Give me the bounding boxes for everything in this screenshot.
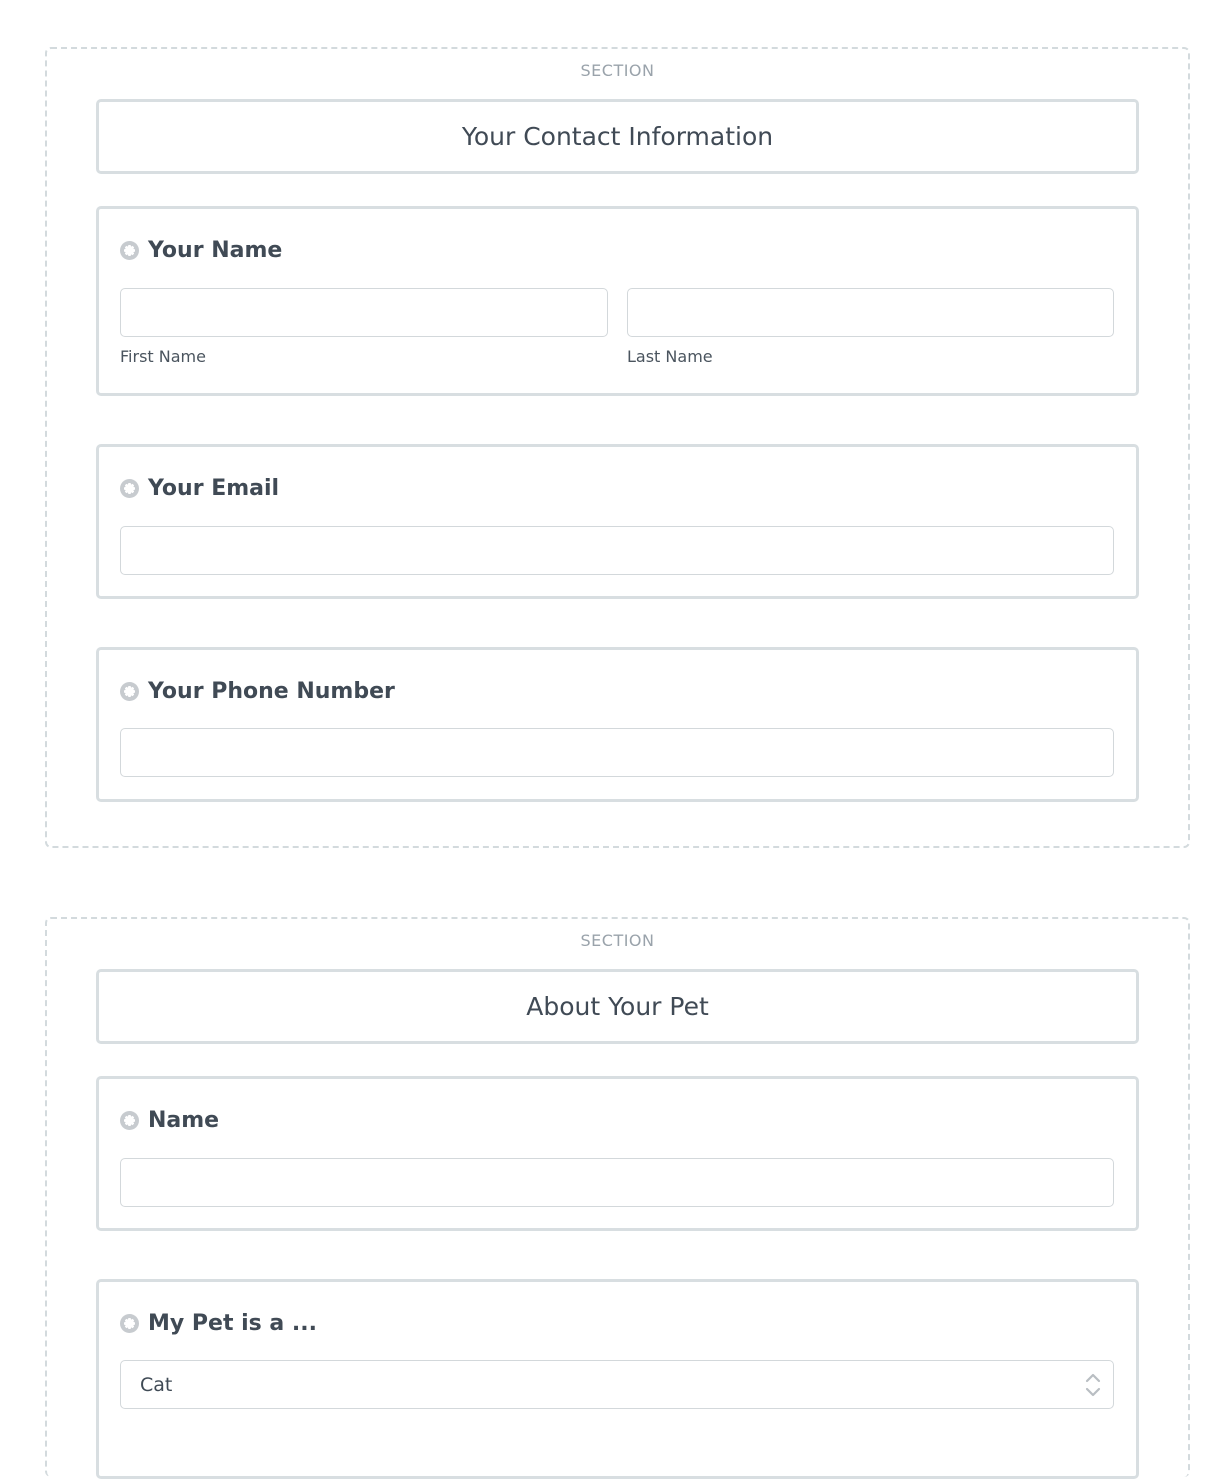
your-name-label: Your Name	[148, 238, 283, 263]
section-label: SECTION	[580, 931, 655, 950]
pet-name-input[interactable]	[120, 1158, 1114, 1207]
required-asterisk-icon	[120, 1314, 139, 1333]
your-phone-field	[96, 647, 1139, 802]
pet-name-label: Name	[148, 1108, 220, 1133]
required-asterisk-icon	[120, 682, 139, 701]
field-label	[120, 679, 395, 704]
section-title-card	[96, 969, 1139, 1044]
pet-type-field	[96, 1279, 1139, 1479]
last-name-input[interactable]	[627, 288, 1114, 337]
field-label	[120, 238, 282, 263]
section-label: SECTION	[580, 61, 655, 80]
field-label	[120, 1311, 317, 1336]
select-arrows-icon	[1085, 1370, 1101, 1400]
email-input[interactable]	[120, 526, 1114, 575]
your-email-field	[96, 444, 1139, 599]
pet-type-label: My Pet is a ...	[148, 1311, 317, 1336]
pet-type-select[interactable]	[120, 1360, 1114, 1409]
your-email-label: Your Email	[148, 476, 280, 501]
required-asterisk-icon	[120, 241, 139, 260]
first-name-input[interactable]	[120, 288, 608, 337]
field-label	[120, 476, 279, 501]
pet-name-field	[96, 1076, 1139, 1231]
pet-section	[45, 917, 1190, 1477]
section-title: Your Contact Information	[461, 122, 774, 151]
last-name-sublabel: Last Name	[627, 347, 713, 366]
your-phone-label: Your Phone Number	[148, 679, 395, 704]
your-name-field	[96, 206, 1139, 396]
section-title: About Your Pet	[526, 992, 709, 1021]
required-asterisk-icon	[120, 479, 139, 498]
contact-section	[45, 47, 1190, 848]
section-title-card	[96, 99, 1139, 174]
first-name-sublabel: First Name	[120, 347, 206, 366]
required-asterisk-icon	[120, 1111, 139, 1130]
pet-type-selected-value: Cat	[140, 1373, 173, 1396]
phone-input[interactable]	[120, 728, 1114, 777]
field-label	[120, 1108, 219, 1133]
